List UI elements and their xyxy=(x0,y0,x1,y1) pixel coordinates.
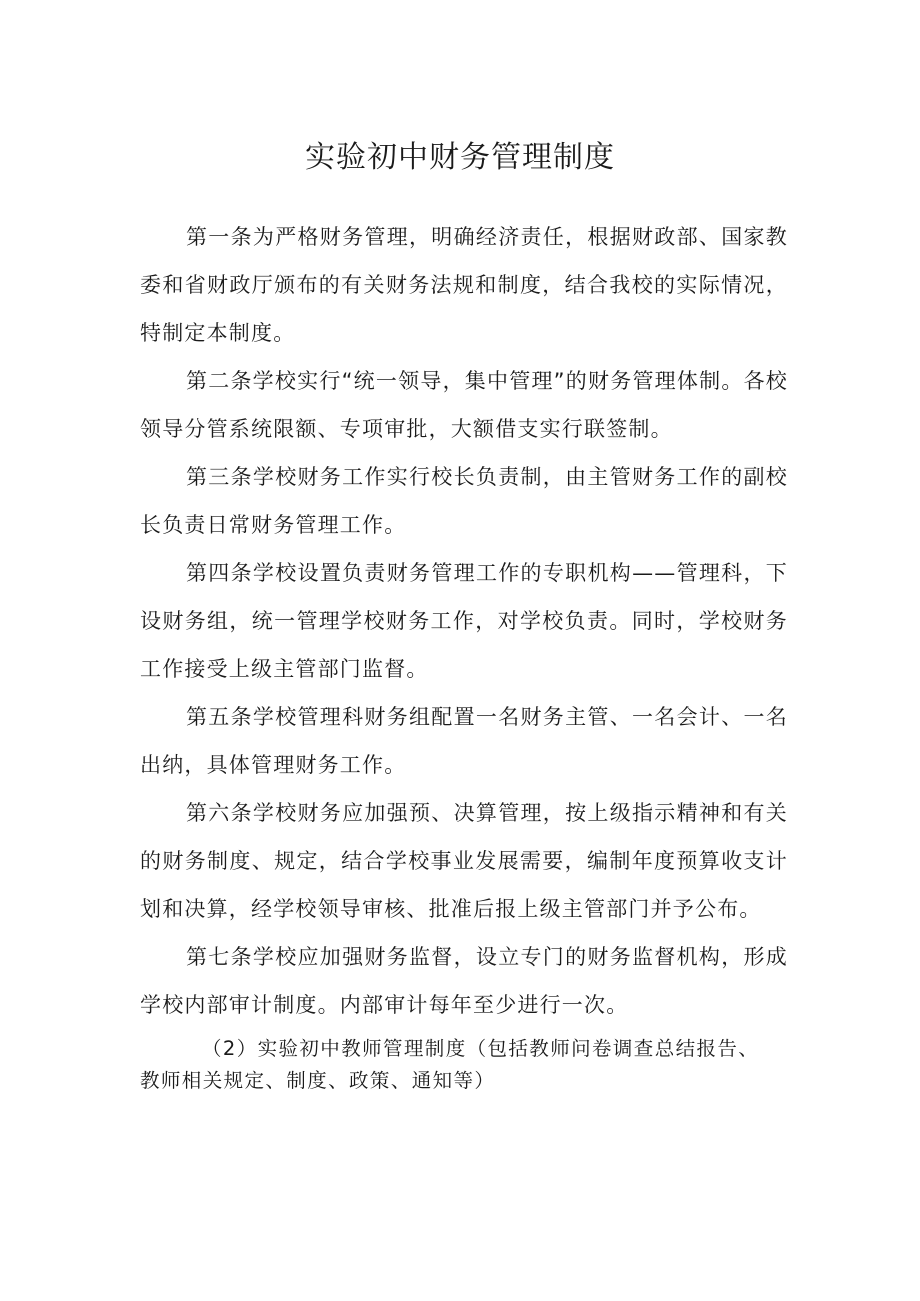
article-4: 第四条学校设置负责财务管理工作的专职机构——管理科，下设财务组，统一管理学校财务工作，对学校负责。同时，学校财务工作接受上级主管部门监督。 xyxy=(140,561,788,681)
article-7: 第七条学校应加强财务监督，设立专门的财务监督机构，形成学校内部审计制度。内部审计每年至少进行一次。 xyxy=(140,945,788,1017)
document-title: 实验初中财务管理制度 xyxy=(305,140,615,175)
document-body xyxy=(140,213,788,1097)
article-5: 第五条学校管理科财务组配置一名财务主管、一名会计、一名出纳，具体管理财务工作。 xyxy=(140,705,788,777)
article-6: 第六条学校财务应加强预、决算管理，按上级指示精神和有关的财务制度、规定，结合学校事业发展需要，编制年度预算收支计划和决算，经学校领导审核、批准后报上级主管部门并予公布。 xyxy=(140,801,788,921)
article-1: 第一条为严格财务管理，明确经济责任，根据财政部、国家教委和省财政厅颁布的有关财务法规和制度，结合我校的实际情况，特制定本制度。 xyxy=(140,225,788,345)
article-3: 第三条学校财务工作实行校长负责制，由主管财务工作的副校长负责日常财务管理工作。 xyxy=(140,465,788,537)
section-note: （2）实验初中教师管理制度（包括教师问卷调查总结报告、教师相关规定、制度、政策、通知等） xyxy=(140,1037,760,1092)
article-2: 第二条学校实行“统一领导，集中管理”的财务管理体制。各校领导分管系统限额、专项审批，大额借支实行联签制。 xyxy=(140,369,788,441)
